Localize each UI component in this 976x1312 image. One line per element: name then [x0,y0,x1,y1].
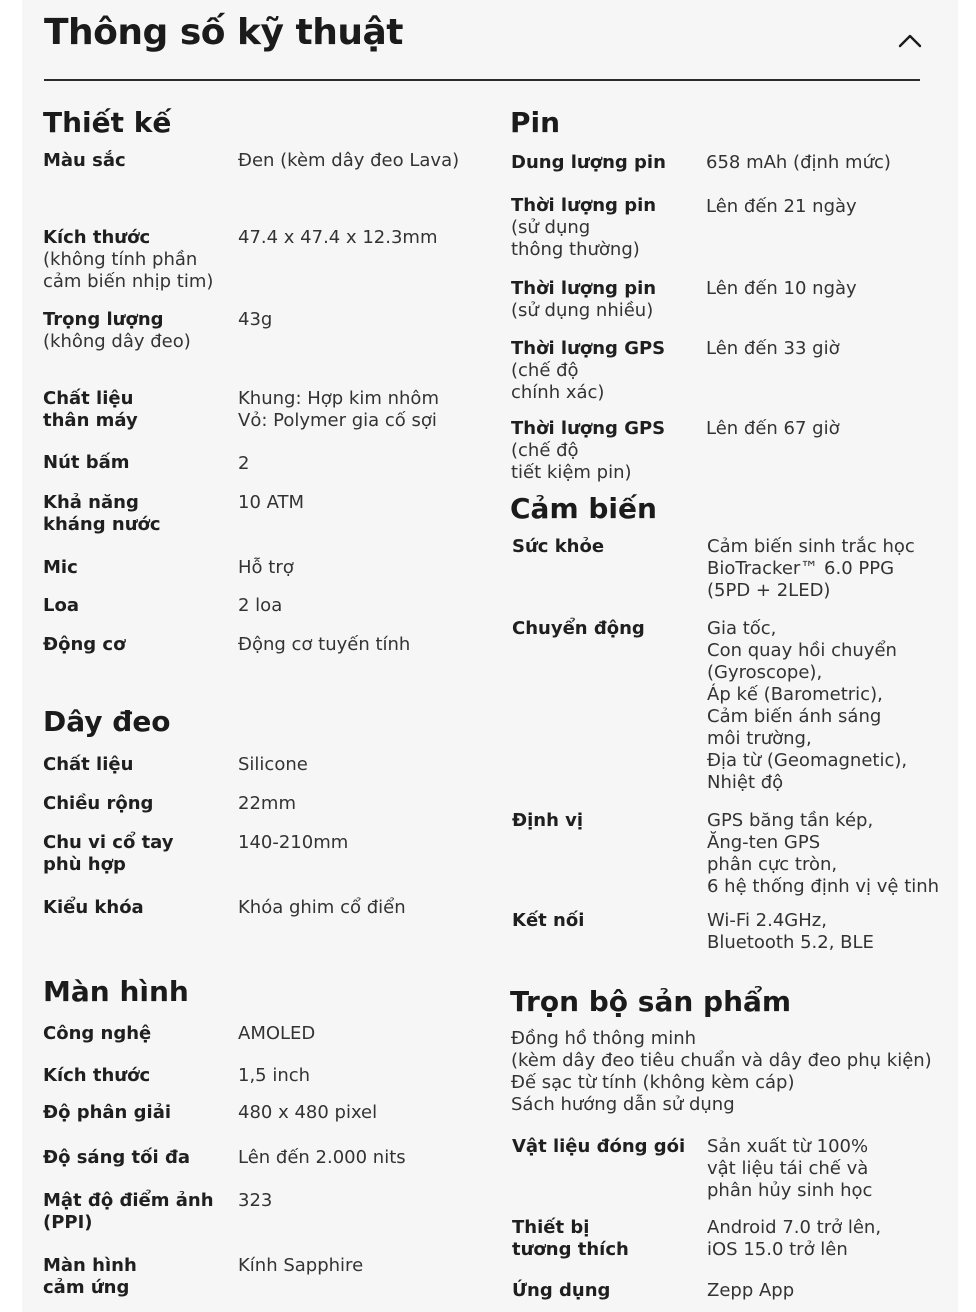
spec-label: Ứng dụng [512,1280,611,1301]
spec-value: GPS băng tần kép, Ăng-ten GPS phân cực tròn, 6 hệ thống định vị vệ tinh [707,810,940,897]
spec-value: Lên đến 21 ngày [706,196,857,217]
spec-label: Thời lượng pin (sử dụng nhiều) [511,278,657,321]
spec-value: Đen (kèm dây đeo Lava) [238,150,460,171]
spec-label: Thời lượng GPS (chế độ chính xác) [511,338,666,403]
spec-value: 2 [238,453,250,474]
spec-label: Độ sáng tối đa [43,1147,190,1168]
package-contents: Đồng hồ thông minh (kèm dây đeo tiêu chuẩn và dây đeo phụ kiện) Đế sạc từ tính (không kèm cáp) Sách hướng dẫn sử dụng [511,1028,932,1115]
spec-value: Lên đến 67 giờ [706,418,840,439]
spec-value: Zepp App [707,1280,795,1301]
spec-label: Màn hình cảm ứng [43,1255,137,1298]
spec-label: Kích thước (không tính phần cảm biến nhịp tim) [43,227,214,292]
spec-label: Độ phân giải [43,1102,172,1123]
spec-value: 22mm [238,793,296,814]
spec-label: Thời lượng pin (sử dụng thông thường) [511,195,657,260]
spec-label: Thời lượng GPS (chế độ tiết kiệm pin) [511,418,666,483]
spec-label: Màu sắc [43,150,126,171]
spec-value: Lên đến 2.000 nits [238,1147,406,1168]
spec-value: 140-210mm [238,832,349,853]
spec-label: Mật độ điểm ảnh (PPI) [43,1190,214,1233]
spec-value: 10 ATM [238,492,305,513]
section-heading-sensors: Cảm biến [510,492,657,525]
spec-label: Mic [43,557,78,578]
spec-value: Silicone [238,754,308,775]
spec-value: 323 [238,1190,273,1211]
spec-label: Công nghệ [43,1023,152,1044]
section-heading-screen: Màn hình [43,975,189,1008]
chevron-up-icon[interactable] [896,30,924,52]
spec-value: 43g [238,309,273,330]
spec-value: AMOLED [238,1023,316,1044]
spec-value: Android 7.0 trở lên, iOS 15.0 trở lên [707,1217,882,1260]
spec-label: Kích thước [43,1065,151,1086]
spec-value: Lên đến 33 giờ [706,338,840,359]
spec-label: Vật liệu đóng gói [512,1136,686,1157]
spec-value: Động cơ tuyến tính [238,634,411,655]
spec-value: Cảm biến sinh trắc học BioTracker™ 6.0 PPG (5PD + 2LED) [707,536,915,601]
spec-label: Chiều rộng [43,793,154,814]
spec-value: Gia tốc, Con quay hồi chuyển (Gyroscope), Áp kế (Barometric), Cảm biến ánh sáng môi trường, Địa từ (Geomagnetic), Nhiệt độ [707,618,908,793]
section-heading-strap: Dây đeo [43,705,171,738]
spec-label: Nút bấm [43,452,130,473]
title-divider [44,79,920,81]
spec-value: Hỗ trợ [238,557,294,578]
spec-label: Chất liệu thân máy [43,388,138,431]
spec-label: Định vị [512,810,584,831]
section-heading-package: Trọn bộ sản phẩm [510,985,792,1018]
spec-label: Thiết bị tương thích [512,1217,629,1260]
spec-value: Kính Sapphire [238,1255,364,1276]
spec-label: Trọng lượng (không dây đeo) [43,309,191,352]
spec-label: Kiểu khóa [43,897,144,918]
spec-value: Khóa ghim cổ điển [238,897,406,918]
spec-value: Sản xuất từ 100% vật liệu tái chế và phân hủy sinh học [707,1136,873,1201]
section-heading-battery: Pin [510,106,561,139]
spec-value: Lên đến 10 ngày [706,278,857,299]
spec-label: Loa [43,595,79,616]
spec-label: Chuyển động [512,618,645,639]
spec-label: Chất liệu [43,754,134,775]
page-title: Thông số kỹ thuật [44,12,403,53]
spec-label: Kết nối [512,910,585,931]
spec-label: Dung lượng pin [511,152,666,173]
spec-value: 47.4 x 47.4 x 12.3mm [238,227,438,248]
spec-value: Khung: Hợp kim nhôm Vỏ: Polymer gia cố sợi [238,388,439,431]
spec-label: Khả năng kháng nước [43,492,161,535]
spec-value: Wi-Fi 2.4GHz, Bluetooth 5.2, BLE [707,910,874,953]
spec-label: Sức khỏe [512,536,605,557]
spec-value: 1,5 inch [238,1065,311,1086]
spec-value: 2 loa [238,595,283,616]
section-heading-design: Thiết kế [43,106,172,139]
spec-value: 480 x 480 pixel [238,1102,378,1123]
spec-label: Chu vi cổ tay phù hợp [43,832,174,875]
spec-label: Động cơ [43,634,126,655]
spec-value: 658 mAh (định mức) [706,152,891,173]
